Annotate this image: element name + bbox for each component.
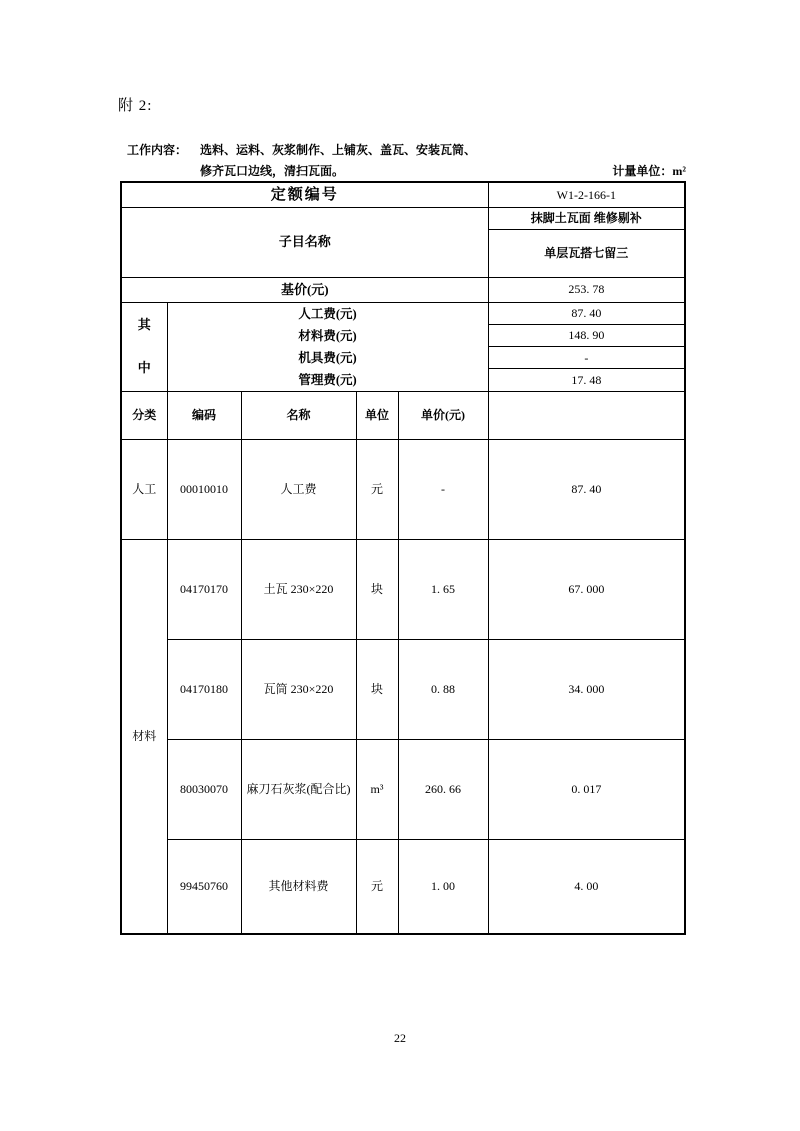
base-price-label: 基价(元) [121,277,488,302]
measure-unit-value: m² [672,164,686,178]
breakdown-group-label-top: 其 [137,317,151,333]
material-row [121,539,685,639]
material-unit-price: 1. 65 [398,539,488,639]
material-row [121,739,685,839]
labor-fee-value: 87. 40 [488,302,685,324]
quota-table [120,181,686,935]
header-category: 分类 [121,391,167,439]
material-fee-value: 148. 90 [488,324,685,346]
fee-labels [167,302,488,391]
quota-code-label: 定额编号 [121,182,488,207]
labor-category: 人工 [121,439,167,539]
material-name: 麻刀石灰浆(配合比) [241,739,356,839]
page-number: 22 [394,1031,406,1045]
quota-code-value: W1-2-166-1 [488,182,685,207]
management-fee-value: 17. 48 [488,369,685,391]
labor-fee-label: 人工费(元) [298,306,357,321]
material-quantity: 0. 017 [488,739,685,839]
item-category-value: 抹脚土瓦面 维修剔补 [488,207,685,229]
quota-code-row [121,182,685,207]
material-name: 土瓦 230×220 [241,539,356,639]
header-unit-price: 单价(元) [398,391,488,439]
material-unit-price: 260. 66 [398,739,488,839]
work-content-line-2: 修齐瓦口边线，清扫瓦面。 [200,164,345,178]
header-code: 编码 [167,391,241,439]
material-unit: 块 [356,639,398,739]
attachment-label: 附 2: [118,98,153,114]
labor-quantity: 87. 40 [488,439,685,539]
machine-fee-value: - [488,347,685,369]
material-quantity: 4. 00 [488,839,685,934]
material-name: 其他材料费 [241,839,356,934]
material-unit: 块 [356,539,398,639]
item-name-label: 子目名称 [121,207,488,277]
material-fee-label: 材料费(元) [298,328,357,343]
material-code: 99450760 [167,839,241,934]
item-name-value: 单层瓦搭七留三 [488,229,685,277]
material-unit-price: 0. 88 [398,639,488,739]
management-fee-label: 管理费(元) [298,372,357,387]
material-unit-price: 1. 00 [398,839,488,934]
work-content-label: 工作内容： [127,143,188,157]
header-quantity [488,391,685,439]
labor-code: 00010010 [167,439,241,539]
material-unit: m³ [356,739,398,839]
measure-unit [612,162,686,179]
material-code: 80030070 [167,739,241,839]
item-category-row [121,207,685,229]
base-price-row [121,277,685,302]
machine-fee-label: 机具费(元) [298,350,357,365]
labor-row [121,439,685,539]
material-category: 材料 [121,539,167,934]
material-quantity: 67. 000 [488,539,685,639]
labor-name: 人工费 [241,439,356,539]
material-quantity: 34. 000 [488,639,685,739]
material-row [121,639,685,739]
header-unit: 单位 [356,391,398,439]
measure-unit-label: 计量单位： [612,164,673,178]
base-price-value: 253. 78 [488,277,685,302]
header-name: 名称 [241,391,356,439]
labor-unit: 元 [356,439,398,539]
material-code: 04170180 [167,639,241,739]
fee-row-labor [121,302,685,324]
work-content-line-1: 选料、运料、灰浆制作、上铺灰、盖瓦、安装瓦筒、 [200,143,477,157]
material-row [121,839,685,934]
material-code: 04170170 [167,539,241,639]
material-unit: 元 [356,839,398,934]
breakdown-group-label [121,302,167,391]
material-name: 瓦筒 230×220 [241,639,356,739]
labor-unit-price: - [398,439,488,539]
column-header-row [121,391,685,439]
breakdown-group-label-bottom: 中 [137,360,151,376]
